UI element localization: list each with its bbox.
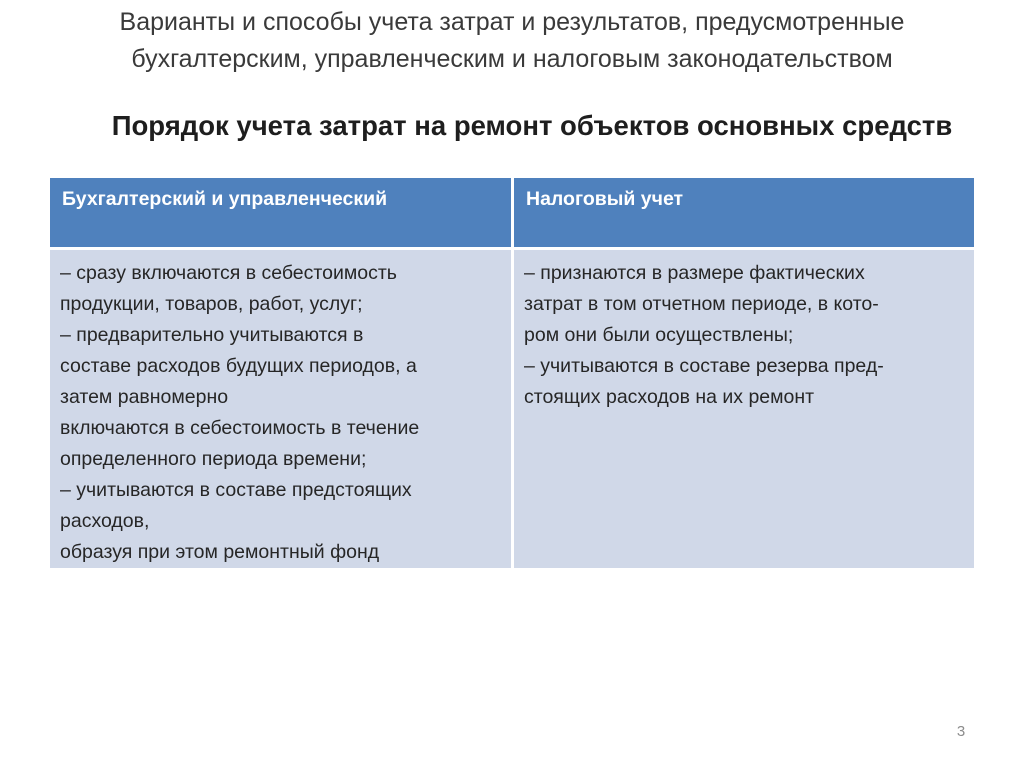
slide-title: [40, 4, 984, 78]
text-line: составе расходов будущих периодов, а: [60, 355, 417, 377]
slide-title-line: Варианты и способы учета затрат и результатов, предусмотренные: [119, 8, 905, 36]
comparison-table: [50, 178, 974, 568]
text-line: ром они были осуществлены;: [524, 324, 794, 346]
text-line: – учитываются в составе резерва пред-: [524, 355, 884, 377]
text-line: продукции, товаров, работ, услуг;: [60, 293, 363, 315]
text-line: – учитываются в составе предстоящих: [60, 479, 412, 501]
header-accounting: Бухгалтерский и управленческий: [50, 178, 511, 247]
text-line: стоящих расходов на их ремонт: [524, 386, 815, 408]
text-line: определенного периода времени;: [60, 448, 367, 470]
text-line: затем равномерно: [60, 386, 229, 408]
text-line: – сразу включаются в себестоимость: [60, 262, 397, 284]
text-line: расходов,: [60, 510, 150, 532]
page-number: 3: [956, 723, 966, 740]
text-line: затрат в том отчетном периоде, в кото-: [524, 293, 879, 315]
slide-title-line: бухгалтерским, управленческим и налоговым законодательством: [131, 45, 893, 73]
text-line: включаются в себестоимость в течение: [60, 417, 420, 439]
text-line: – признаются в размере фактических: [524, 262, 865, 284]
cell-accounting: [50, 250, 511, 568]
slide-subtitle: Порядок учета затрат на ремонт объектов основных средств: [111, 110, 953, 141]
text-line: – предварительно учитываются в: [60, 324, 364, 346]
text-line: образуя при этом ремонтный фонд: [60, 541, 380, 563]
cell-tax: [514, 250, 974, 568]
header-tax: Налоговый учет: [514, 178, 974, 247]
